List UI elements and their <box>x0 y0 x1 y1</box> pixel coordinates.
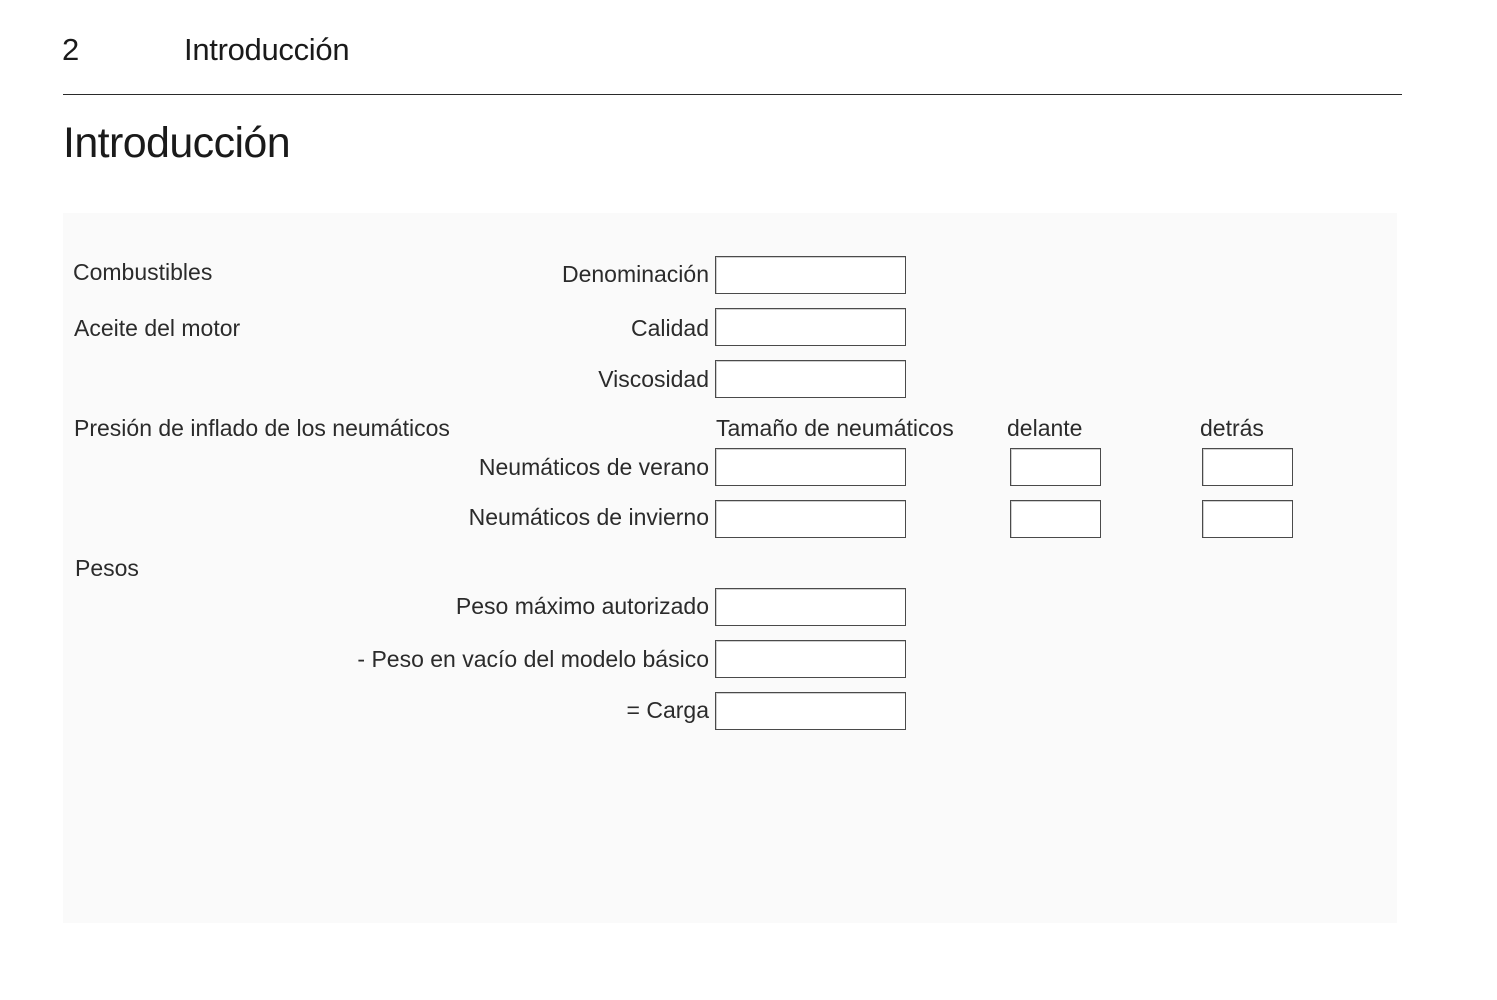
summer-front-pressure-field[interactable] <box>1010 448 1101 486</box>
vehicle-data-form <box>63 213 1397 923</box>
designation-field[interactable] <box>715 256 906 294</box>
quality-label: Calidad <box>631 315 709 341</box>
viscosity-field[interactable] <box>715 360 906 398</box>
rear-column-header: detrás <box>1200 415 1264 441</box>
quality-field[interactable] <box>715 308 906 346</box>
summer-tire-size-field[interactable] <box>715 448 906 486</box>
max-weight-label: Peso máximo autorizado <box>455 593 709 619</box>
summer-rear-pressure-field[interactable] <box>1202 448 1293 486</box>
running-head-title: Introducción <box>184 32 350 67</box>
load-field[interactable] <box>715 692 906 730</box>
weights-section-label: Pesos <box>75 555 139 581</box>
engine-oil-section-label: Aceite del motor <box>74 315 241 341</box>
winter-rear-pressure-field[interactable] <box>1202 500 1293 538</box>
empty-weight-label: - Peso en vacío del modelo básico <box>357 646 709 672</box>
page-number: 2 <box>62 32 80 67</box>
viscosity-label: Viscosidad <box>598 366 709 392</box>
designation-label: Denominación <box>561 261 709 287</box>
load-label: = Carga <box>626 697 709 723</box>
max-weight-field[interactable] <box>715 588 906 626</box>
front-column-header: delante <box>1007 415 1083 441</box>
winter-tire-size-field[interactable] <box>715 500 906 538</box>
summer-tires-label: Neumáticos de verano <box>478 454 709 480</box>
winter-front-pressure-field[interactable] <box>1010 500 1101 538</box>
empty-weight-field[interactable] <box>715 640 906 678</box>
page-title: Introducción <box>63 119 291 167</box>
tire-pressure-section-label: Presión de inflado de los neumáticos <box>74 415 450 441</box>
tire-size-column-header: Tamaño de neumáticos <box>716 415 954 441</box>
header-rule <box>63 94 1402 95</box>
fuels-section-label: Combustibles <box>73 259 213 285</box>
winter-tires-label: Neumáticos de invierno <box>468 504 709 530</box>
